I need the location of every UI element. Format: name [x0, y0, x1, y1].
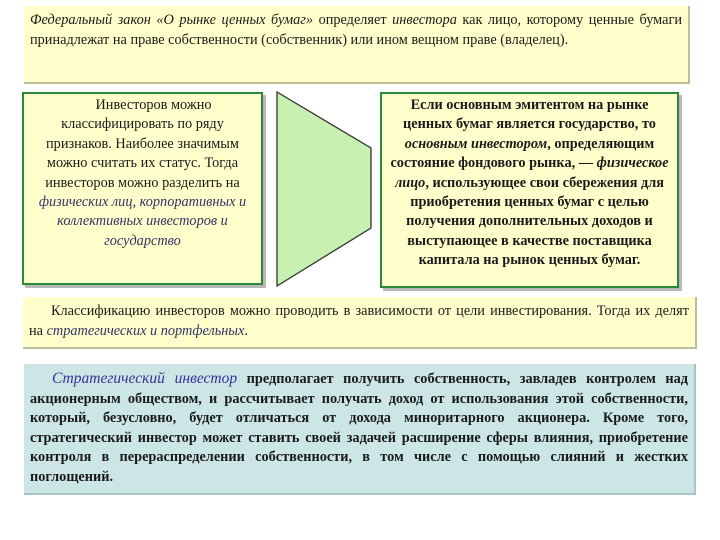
physical-person-term: физическое лицо	[394, 155, 669, 191]
state-text-1: Если основным эмитентом на рынке ценных бумаг является государство, то	[403, 97, 656, 133]
investor-classification-box	[22, 92, 263, 285]
goal-text-1: Классификацию инвесторов можно проводить в зависимости от цели инвестирования. Тогда их делят на	[29, 303, 689, 339]
strategic-investor-text: предполагает получить собственность, завладев контролем над акционерным обществом, и рассчитывает получать доход от использования этой собственности, который, безусловно, будет отличаться от дохода миноритарного акционера. Кроме того, стратегический инвестор может ставить своей задачей расширение сферы влияния, приобретение контроля в перераспределении собственности, в том числе с помощью слияний и жестких поглощений.	[30, 371, 688, 485]
law-text-2: как лицо, которому ценные бумаги принадлежат на праве собственности (собственник) или ином вещном праве (владелец).	[30, 12, 682, 48]
goal-text-2: .	[244, 322, 248, 339]
law-definition-box	[24, 6, 690, 84]
strategic-investor-box	[24, 364, 696, 495]
state-text-3: , использующее свои сбережения для приобретения ценных бумаг с целью получения дополнительных доходов и выступающее в качестве поставщика капитала на рынок ценных бумаг.	[406, 174, 665, 269]
investor-term: инвестора	[392, 12, 457, 28]
main-investor-term: основным инвестором	[404, 135, 548, 152]
investor-types: физических лиц, корпоративных и коллективных инвесторов и государство	[38, 194, 247, 249]
goal-classification-box	[23, 297, 697, 349]
law-text-1: определяет	[313, 12, 393, 28]
strategic-investor-term: Стратегический инвестор	[52, 370, 238, 387]
strategic-portfolio-term: стратегических и портфельных	[46, 322, 245, 339]
trapezoid-connector-shape	[274, 90, 374, 288]
state-issuer-box	[380, 92, 679, 288]
state-text-2: , определяющим состояние фондового рынка, —	[390, 135, 655, 172]
classification-text: Инвесторов можно классифицировать по ряду признаков. Наиболее значимым можно считать их статус. Тогда инвесторов можно разделить на	[45, 97, 240, 191]
law-title: Федеральный закон «О рынке ценных бумаг»	[30, 12, 314, 28]
